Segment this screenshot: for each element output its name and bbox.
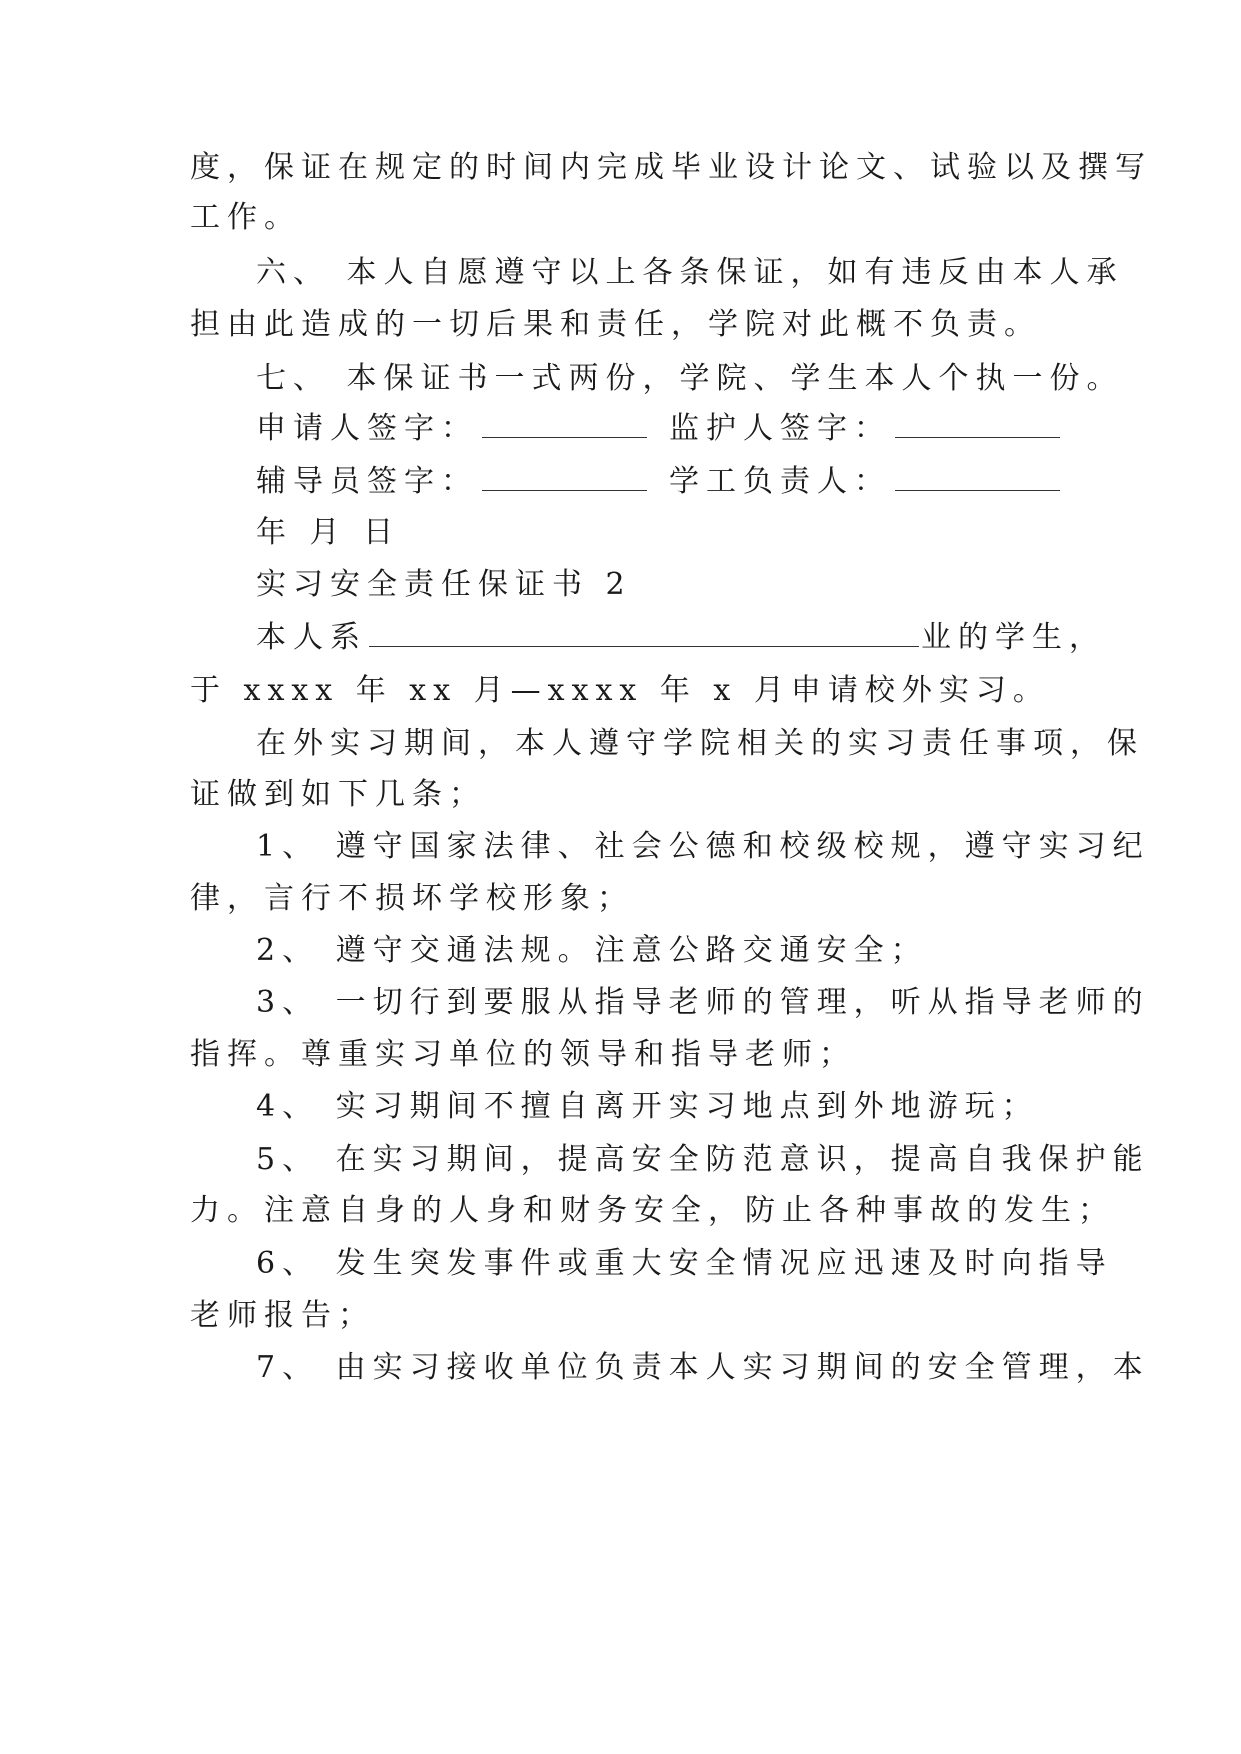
clause-six: 六、 本人自愿遵守以上各条保证，如有违反由本人承 (256, 255, 1124, 290)
counselor-signature-label: 辅导员签字： (256, 464, 478, 499)
paragraph-line: 担由此造成的一切后果和责任，学院对此概不负责。 (190, 307, 1041, 342)
paragraph-line: 律，言行不损坏学校形象； (190, 881, 634, 916)
paragraph-line: 力。注意自身的人身和财务安全，防止各种事故的发生； (190, 1193, 1115, 1228)
date-line: 年 月 日 (256, 515, 401, 550)
item-7: 7、 由实习接收单位负责本人实习期间的安全管理，本 (256, 1350, 1150, 1385)
section-title: 实习安全责任保证书 2 (256, 567, 632, 602)
paragraph-line: 在外实习期间，本人遵守学院相关的实习责任事项，保 (256, 726, 1144, 761)
paragraph-line: 于 xxxx 年 xx 月—xxxx 年 x 月申请校外实习。 (190, 673, 1050, 708)
affairs-head-signature-label: 学工负责人： (669, 464, 891, 499)
item-5: 5、 在实习期间，提高安全防范意识，提高自我保护能 (256, 1142, 1150, 1177)
paragraph-line: 证做到如下几条； (190, 777, 486, 812)
signature-row-2 (256, 464, 1136, 500)
counselor-signature-blank (482, 466, 647, 491)
paragraph-line: 指挥。尊重实习单位的领导和指导老师； (190, 1037, 856, 1072)
student-declaration-line (256, 620, 1136, 656)
applicant-signature-label: 申请人签字： (256, 411, 478, 446)
applicant-signature-blank (482, 413, 647, 438)
clause-seven: 七、 本保证书一式两份，学院、学生本人个执一份。 (256, 361, 1124, 396)
paragraph-line: 老师报告； (190, 1298, 375, 1333)
affairs-head-signature-blank (895, 466, 1060, 491)
item-3: 3、 一切行到要服从指导老师的管理，听从指导老师的 (256, 985, 1150, 1020)
item-6: 6、 发生突发事件或重大安全情况应迅速及时向指导 (256, 1246, 1113, 1281)
student-line-suffix: 业的学生， (921, 620, 1106, 655)
paragraph-line: 度，保证在规定的时间内完成毕业设计论文、试验以及撰写 (190, 150, 1152, 185)
item-1: 1、 遵守国家法律、社会公德和校级校规，遵守实习纪 (256, 829, 1150, 864)
guardian-signature-blank (895, 413, 1060, 438)
guardian-signature-label: 监护人签字： (669, 411, 891, 446)
signature-row-1 (256, 411, 1136, 447)
department-blank (369, 622, 919, 647)
paragraph-line: 工作。 (190, 200, 301, 235)
item-2: 2、 遵守交通法规。注意公路交通安全； (256, 933, 928, 968)
student-line-prefix: 本人系 (256, 620, 367, 655)
item-4: 4、 实习期间不擅自离开实习地点到外地游玩； (256, 1089, 1039, 1124)
